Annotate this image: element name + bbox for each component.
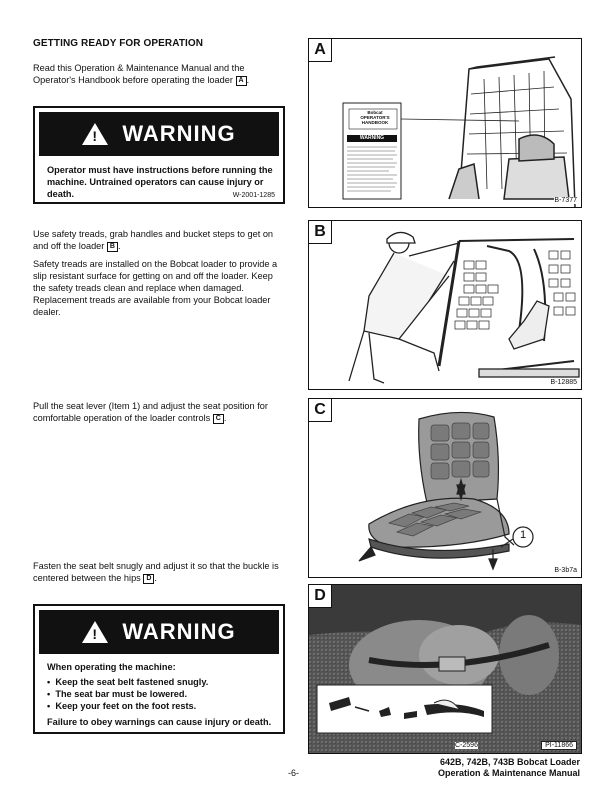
- warning-closing: Failure to obey warnings can cause injury or death.: [47, 717, 272, 727]
- figure-ref-a: A: [236, 76, 247, 86]
- period: .: [154, 573, 157, 583]
- treads-text: Use safety treads, grab handles and bucket steps to get on and off the loader: [33, 229, 274, 251]
- callout-item-1: 1: [519, 529, 527, 541]
- page-number: -6-: [288, 768, 299, 778]
- section-title: GETTING READY FOR OPERATION: [33, 38, 204, 49]
- warning-triangle-icon: !: [82, 123, 108, 145]
- warning-band: [39, 610, 279, 654]
- footer-line-2: Operation & Maintenance Manual: [437, 768, 580, 778]
- seat-lever-text: Pull the seat lever (Item 1) and adjust the seat position for comfortable operation of the loader controls: [33, 401, 268, 423]
- seat-belt-paragraph: [33, 560, 288, 584]
- warning-body: Operator must have instructions before running the machine. Untrained operators can cause injury or death.: [47, 165, 273, 199]
- intro-paragraph: [33, 62, 288, 86]
- loader-cab-illustration: [309, 39, 581, 207]
- warning-triangle-icon: !: [82, 621, 108, 643]
- footer-line-1: 642B, 742B, 743B Bobcat Loader: [439, 757, 580, 767]
- figure-ref-c: C: [213, 414, 224, 424]
- figure-code-c: B-3b7a: [554, 567, 577, 574]
- figure-code-d-left: C-2596: [455, 742, 478, 749]
- warning-box-operation: [33, 604, 285, 734]
- figure-label-a: A: [309, 39, 332, 62]
- safety-treads-paragraph: Safety treads are installed on the Bobcat loader to provide a slip resistant surface for getting on and off the loader. Keep the safety treads clean and replace when damaged. Replacement treads are available from your Bobcat loader dealer.: [33, 259, 278, 317]
- figure-d: [308, 584, 582, 754]
- footer-manual-title: [438, 757, 580, 779]
- figure-label-b: B: [309, 221, 332, 244]
- warning-code: W-2001-1285: [232, 192, 275, 199]
- decal-brand: Bobcat: [367, 110, 383, 115]
- seat-lever-paragraph: [33, 400, 288, 424]
- warning-body: [35, 654, 283, 728]
- treads-paragraph: [33, 228, 288, 252]
- warning-heading: WARNING: [122, 121, 236, 146]
- figure-code-d-right: PI-11866: [541, 741, 577, 750]
- figure-a: [308, 38, 582, 208]
- warning-bullet: • The seat bar must be lowered.: [47, 689, 188, 699]
- intro-text: Read this Operation & Maintenance Manual and the Operator's Handbook before operating the loader: [33, 63, 245, 85]
- operator-entering-loader-illustration: [309, 221, 581, 389]
- seat-belt-photo: [309, 585, 581, 753]
- decal-header: [351, 110, 399, 125]
- warning-heading: WARNING: [122, 619, 236, 644]
- figure-ref-b: B: [107, 242, 118, 252]
- period: .: [117, 241, 121, 251]
- figure-b: [308, 220, 582, 390]
- warning-band: [39, 112, 279, 156]
- seat-belt-text: Fasten the seat belt snugly and adjust it so that the buckle is centered between the hips: [33, 561, 279, 583]
- warning-bullet: • Keep the seat belt fastened snugly.: [47, 677, 209, 687]
- seat-illustration: [309, 399, 581, 577]
- figure-label-c: C: [309, 399, 332, 422]
- warning-bullet: • Keep your feet on the foot rests.: [47, 701, 197, 711]
- period: .: [223, 413, 227, 423]
- figure-label-d: D: [309, 585, 332, 608]
- decal-warning: WARNING: [359, 135, 385, 141]
- warning-intro: When operating the machine:: [47, 662, 176, 672]
- figure-code-a: B-7377: [554, 197, 577, 204]
- figure-code-b: B-12885: [550, 379, 577, 386]
- warning-box-training: [33, 106, 285, 204]
- period: .: [246, 75, 250, 85]
- figure-ref-d: D: [143, 574, 154, 584]
- decal-title: OPERATOR'S HANDBOOK: [360, 115, 390, 125]
- figure-c: [308, 398, 582, 578]
